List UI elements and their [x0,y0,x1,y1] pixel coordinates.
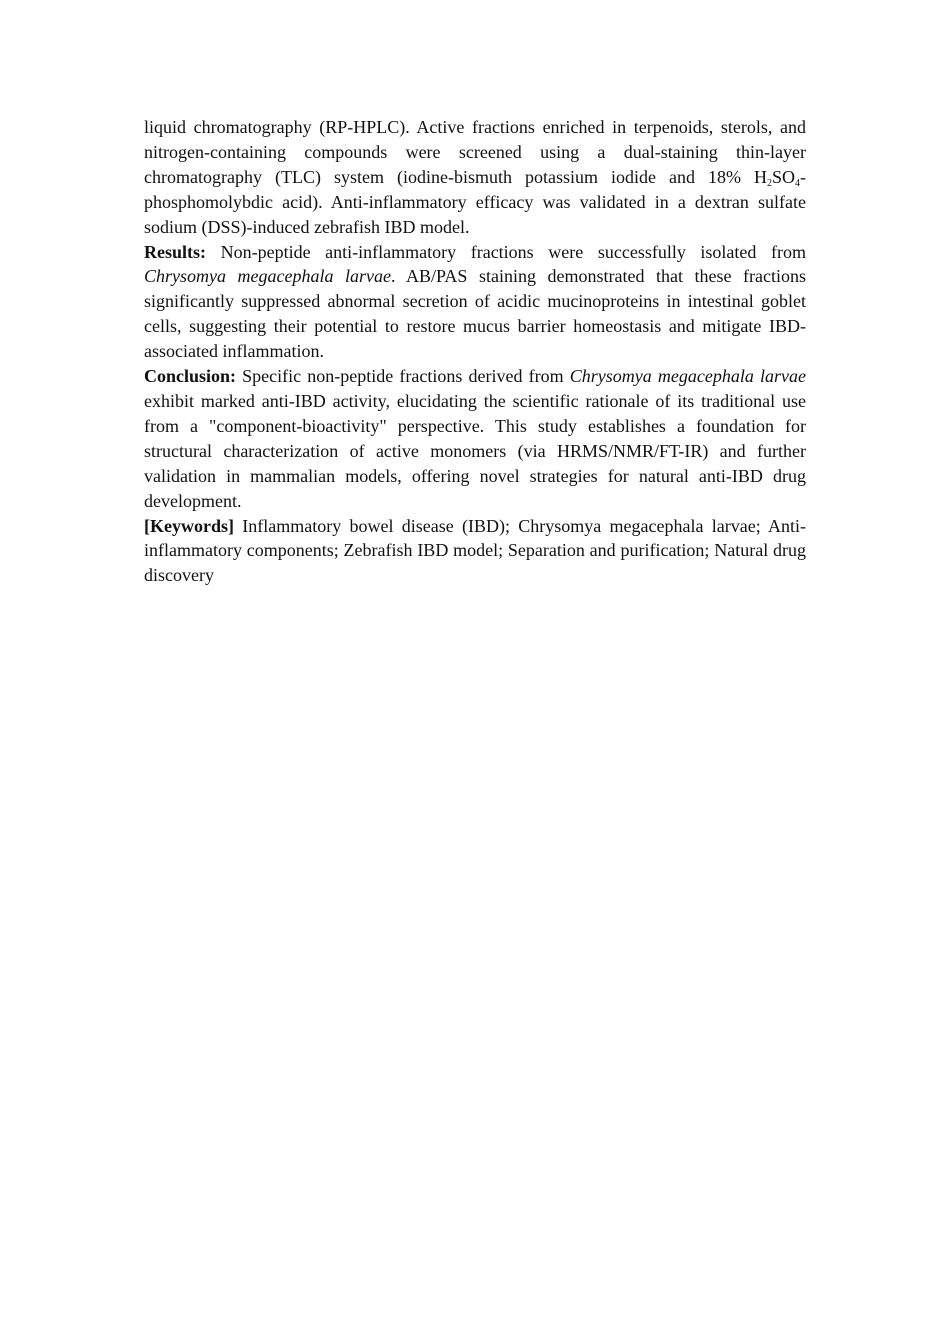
keywords-paragraph [144,514,806,589]
results-text-a: Non-peptide anti-inflammatory fractions were successfully isolated from [206,241,806,262]
conclusion-text-a: Specific non-peptide fractions derived from [236,366,570,387]
conclusion-species: Chrysomya megacephala larvae [569,366,806,387]
subscript-2: 2 [766,177,772,189]
methods-text-b: SO [771,166,795,187]
conclusion-label: Conclusion: [144,366,237,387]
keywords-text: Inflammatory bowel disease (IBD); Chrysomya megacephala larvae; Anti-inflammatory components; Zebrafish IBD model; Separation and purification; Natural drug discovery [144,515,806,586]
methods-text-c: -phosphomolybdic acid). Anti-inflammatory efficacy was validated in a dextran sulfate sodium (DSS)-induced zebrafish IBD model. [144,166,806,237]
results-species: Chrysomya megacephala larvae [144,266,392,287]
results-text-b: . AB/PAS staining demonstrated that these fractions significantly suppressed abnormal secretion of acidic mucinoproteins in intestinal goblet cells, suggesting their potential to restore mucus barrier homeostasis and mitigate IBD-associated inflammation. [144,266,806,362]
conclusion-paragraph [144,364,806,513]
results-label: Results: [144,241,206,262]
abstract-body [144,115,806,588]
methods-text-a: liquid chromatography (RP-HPLC). Active fractions enriched in terpenoids, sterols, and nitrogen-containing compounds were screened using a dual-staining thin-layer chromatography (TLC) system (iodine-bismuth potassium iodide and 18% H [144,117,806,187]
methods-paragraph [144,115,806,240]
results-paragraph [144,240,806,365]
subscript-4: 4 [795,177,800,189]
conclusion-text-b: exhibit marked anti-IBD activity, elucidating the scientific rationale of its traditional use from a "component-bioactivity" perspective. This study establishes a foundation for structural characterization of active monomers (via HRMS/NMR/FT-IR) and further validation in mammalian models, offering novel strategies for natural anti-IBD drug development. [144,390,806,511]
keywords-label: [Keywords] [144,515,234,536]
